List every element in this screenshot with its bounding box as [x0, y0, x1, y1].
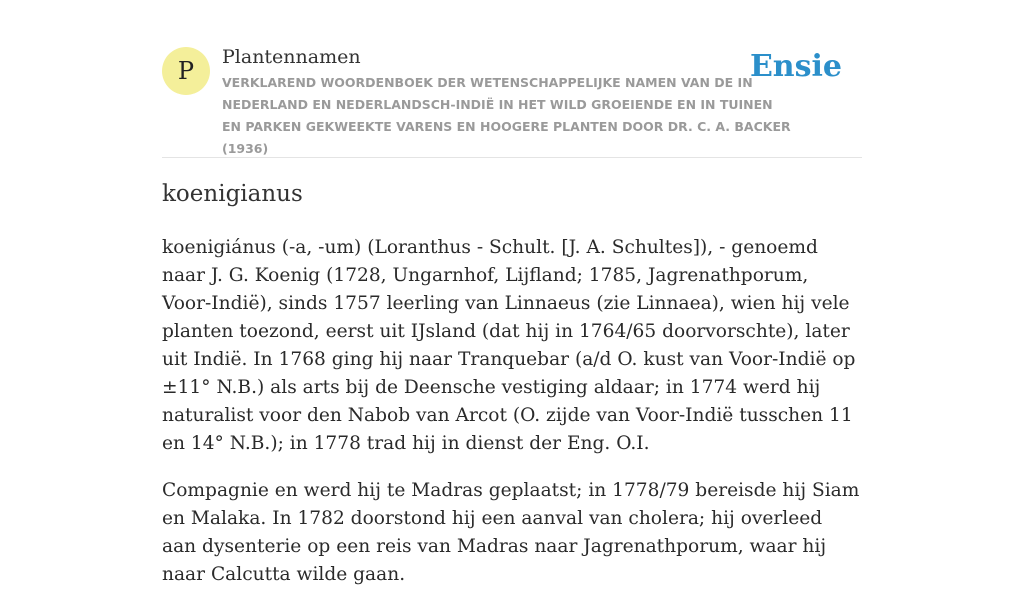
book-header: [162, 45, 862, 158]
avatar-letter: P: [177, 57, 195, 85]
entry-paragraph: Compagnie en werd hij te Madras geplaatst; in 1778/79 bereisde hij Siam en Malaka. In 1782 doorstond hij een aanval van cholera; hij overleed aan dysenterie op een reis van Madras naar Jagrenathporum, waar hij naar Calcutta wilde gaan.: [162, 480, 860, 585]
entry-title: koenigianus: [162, 181, 303, 207]
entry-paragraph: koenigiánus (-a, -um) (Loranthus - Schult. [J. A. Schultes]), - genoemd naar J. G. Koenig (1728, Ungarnhof, Lijfland; 1785, Jagrenathporum, Voor-Indië), sinds 1757 leerling van Linnaeus (zie Linnaea), wien hij vele planten toezond, eerst uit IJsland (dat hij in 1764/65 doorvorschte), later uit Indië. In 1768 ging hij naar Tranquebar (a/d O. kust van Voor-Indië op ±11° N.B.) als arts bij de Deensche vestiging aldaar; in 1774 werd hij naturalist voor den Nabob van Arcot (O. zijde van Voor-Indië tusschen 11 en 14° N.B.); in 1778 trad hij in dienst der Eng. O.I.: [162, 237, 856, 454]
book-subtitle: VERKLAREND WOORDENBOEK DER WETENSCHAPPELIJKE NAMEN VAN DE IN NEDERLAND EN NEDERLANDSCH-INDIË IN HET WILD GROEIENDE EN IN TUINEN EN PARKEN GEKWEEKTE VARENS EN HOOGERE PLANTEN DOOR DR. C. A. BACKER (1936): [222, 75, 791, 156]
book-title-link[interactable]: Plantennamen: [222, 46, 361, 68]
ensie-logo-link[interactable]: Ensie: [749, 49, 842, 84]
book-avatar[interactable]: [162, 47, 210, 95]
entry-body: [162, 234, 862, 608]
